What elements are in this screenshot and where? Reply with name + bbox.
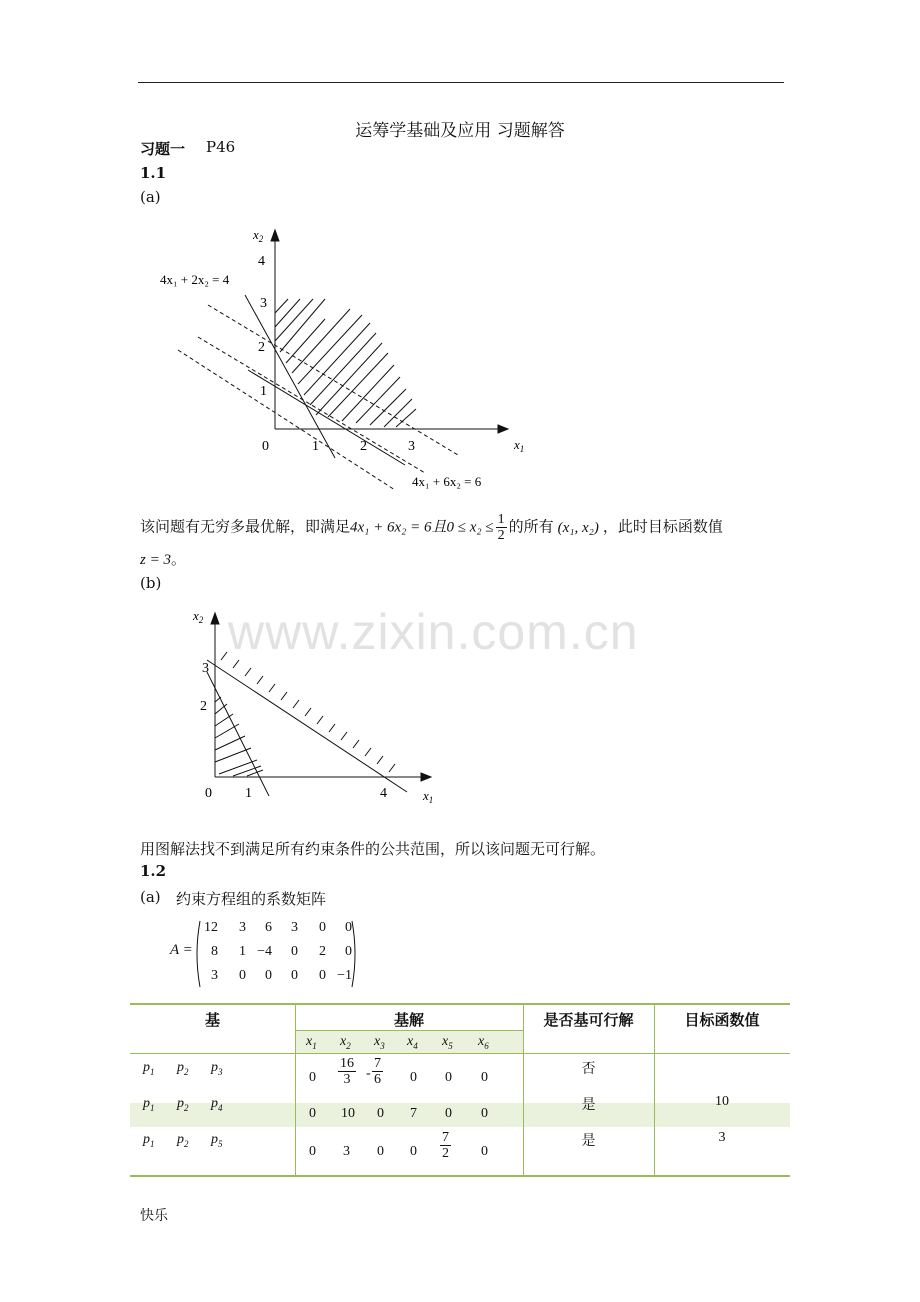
- subheader-x5: $x_5$: [442, 1034, 453, 1051]
- graph-a-y-label: $x_2$: [253, 227, 264, 244]
- solution-value: 0: [309, 1070, 316, 1085]
- section-label: 习题一: [140, 140, 186, 158]
- graph-a-y-arrow: [271, 230, 279, 241]
- graph-b-ytick-3: 3: [202, 661, 209, 676]
- objective-cell: 3: [718, 1130, 726, 1145]
- matrix-cell: 0: [319, 968, 326, 983]
- matrix-cell: 0: [265, 968, 272, 983]
- part-a2-label: (a): [140, 888, 161, 906]
- graph-b-x-arrow: [421, 773, 431, 781]
- graph-b-line-upper: [207, 660, 407, 792]
- feasible-cell: 是: [581, 1133, 596, 1149]
- matrix-cell: 0: [319, 920, 326, 935]
- graph-b-y-arrow: [211, 613, 219, 624]
- answer-a-z: z = 3。: [140, 550, 186, 568]
- basis-vector: $p_4$: [211, 1096, 223, 1113]
- solution-value: 0: [481, 1106, 488, 1121]
- graph-a-x-label: $x_1$: [514, 437, 525, 454]
- graph-a-xtick-2: 2: [360, 439, 367, 454]
- matrix-cell: 0: [239, 968, 246, 983]
- matrix-cell: 3: [239, 920, 246, 935]
- solution-value: $\frac{7}{2}$: [442, 1130, 449, 1161]
- matrix-cell: 0: [291, 968, 298, 983]
- matrix-body: [192, 920, 362, 990]
- solution-value: 0: [410, 1070, 417, 1085]
- header-rule: [138, 82, 784, 83]
- part-b-label: (b): [140, 574, 162, 592]
- part-a-label: (a): [140, 188, 161, 206]
- graph-a-xtick-1: 1: [312, 439, 319, 454]
- header-feasible: 是否基可行解: [543, 1011, 634, 1029]
- answer-a-p3: ，此时目标函数值: [602, 517, 723, 536]
- solution-value: - $\frac{7}{6}$: [366, 1056, 381, 1087]
- graph-b-xtick-0: 0: [205, 786, 212, 801]
- header-objective: 目标函数值: [684, 1011, 760, 1029]
- solution-value: 0: [445, 1106, 452, 1121]
- basis-vector: $p_3$: [211, 1060, 223, 1077]
- solution-value: 10: [341, 1106, 355, 1121]
- solution-value: 0: [481, 1070, 488, 1085]
- answer-a-p1: 该问题有无穷多最优解，即满足: [140, 517, 351, 536]
- matrix-cell: 0: [291, 944, 298, 959]
- solution-value: 0: [445, 1070, 452, 1085]
- solution-value: 0: [309, 1144, 316, 1159]
- basis-vector: $p_1$: [143, 1096, 155, 1113]
- subheader-x6: $x_6$: [478, 1034, 489, 1051]
- graph-b-y-label: $x_2$: [193, 608, 204, 625]
- page-title: 运筹学基础及应用 习题解答: [355, 121, 565, 141]
- graph-a-xtick-0: 0: [262, 439, 269, 454]
- header-basic-solution: 基解: [393, 1011, 424, 1029]
- answer-a-eq: 4x₁ + 6x₂ = 6且0 ≤ x₂ ≤: [350, 519, 494, 536]
- objective-cell: 10: [715, 1094, 729, 1109]
- basis-vector: $p_2$: [177, 1060, 189, 1077]
- solution-value: 0: [377, 1144, 384, 1159]
- subsection-1-1: 1.1: [140, 164, 167, 182]
- basis-vector: $p_2$: [177, 1096, 189, 1113]
- answer-a-p2: 的所有: [508, 517, 554, 536]
- feasible-cell: 否: [581, 1061, 596, 1077]
- subheader-x1: $x_1$: [306, 1034, 317, 1051]
- matrix-cell: −1: [337, 968, 352, 983]
- graph-b-xtick-4: 4: [380, 786, 387, 801]
- graph-b-xtick-1: 1: [245, 786, 252, 801]
- solution-value: 0: [377, 1106, 384, 1121]
- graph-a-ytick-2: 2: [258, 340, 265, 355]
- subsection-1-2: 1.2: [140, 862, 167, 880]
- subheader-x4: $x_4$: [407, 1034, 418, 1051]
- matrix-cell: 3: [291, 920, 298, 935]
- matrix-cell: 0: [345, 920, 352, 935]
- solution-value: 3: [343, 1144, 350, 1159]
- solution-value: 0: [309, 1106, 316, 1121]
- basis-vector: $p_2$: [177, 1132, 189, 1149]
- matrix-cell: 12: [204, 920, 218, 935]
- graph-b-x-label: $x_1$: [423, 788, 434, 805]
- answer-a-fraction: $\frac{1}{2}$: [497, 512, 505, 543]
- answer-a-text: [140, 512, 723, 543]
- graph-b-ytick-2: 2: [200, 699, 207, 714]
- matrix-cell: 2: [319, 944, 326, 959]
- matrix-cell: 0: [345, 944, 352, 959]
- solution-value: 7: [410, 1106, 417, 1121]
- footer-text: 快乐: [140, 1208, 168, 1224]
- graph-a-line1-label: 4x₁ + 2x₂ = 4: [160, 272, 230, 287]
- answer-a-pair: (x₁, x₂): [557, 519, 599, 536]
- basis-vector: $p_1$: [143, 1060, 155, 1077]
- graph-a-ytick-1: 1: [260, 384, 267, 399]
- graph-a-line-4x1-6x2: [248, 370, 405, 465]
- basis-vector: $p_5$: [211, 1132, 223, 1149]
- solution-value: $\frac{16}{3}$: [340, 1056, 354, 1087]
- watermark-text: www.zixin.com.cn: [228, 604, 639, 660]
- header-basis: 基: [204, 1011, 220, 1029]
- matrix-cell: 3: [211, 968, 218, 983]
- matrix-name: A =: [170, 942, 193, 958]
- matrix-cell: −4: [257, 944, 272, 959]
- graph-a-x-arrow: [498, 425, 508, 433]
- basis-vector: $p_1$: [143, 1132, 155, 1149]
- solution-value: 0: [481, 1144, 488, 1159]
- feasible-cell: 是: [581, 1097, 596, 1113]
- graph-b: [185, 602, 455, 812]
- graph-a-xtick-3: 3: [408, 439, 415, 454]
- graph-a-line2-label: 4x₁ + 6x₂ = 6: [412, 474, 482, 489]
- matrix-cell: 1: [239, 944, 246, 959]
- graph-b-hatching-upper: [221, 652, 395, 772]
- subheader-x2: $x_2$: [340, 1034, 351, 1051]
- matrix-caption: 约束方程组的系数矩阵: [176, 890, 327, 908]
- matrix-cell: 8: [211, 944, 218, 959]
- section-page: P46: [206, 138, 236, 156]
- graph-a-hatching: [275, 299, 416, 427]
- matrix-cell: 6: [265, 920, 272, 935]
- answer-b-text: 用图解法找不到满足所有约束条件的公共范围，所以该问题无可行解。: [140, 840, 606, 858]
- graph-a: [140, 215, 540, 500]
- solution-value: 0: [410, 1144, 417, 1159]
- graph-a-ytick-4: 4: [258, 254, 265, 269]
- graph-a-ytick-3: 3: [260, 296, 267, 311]
- subheader-x3: $x_3$: [374, 1034, 385, 1051]
